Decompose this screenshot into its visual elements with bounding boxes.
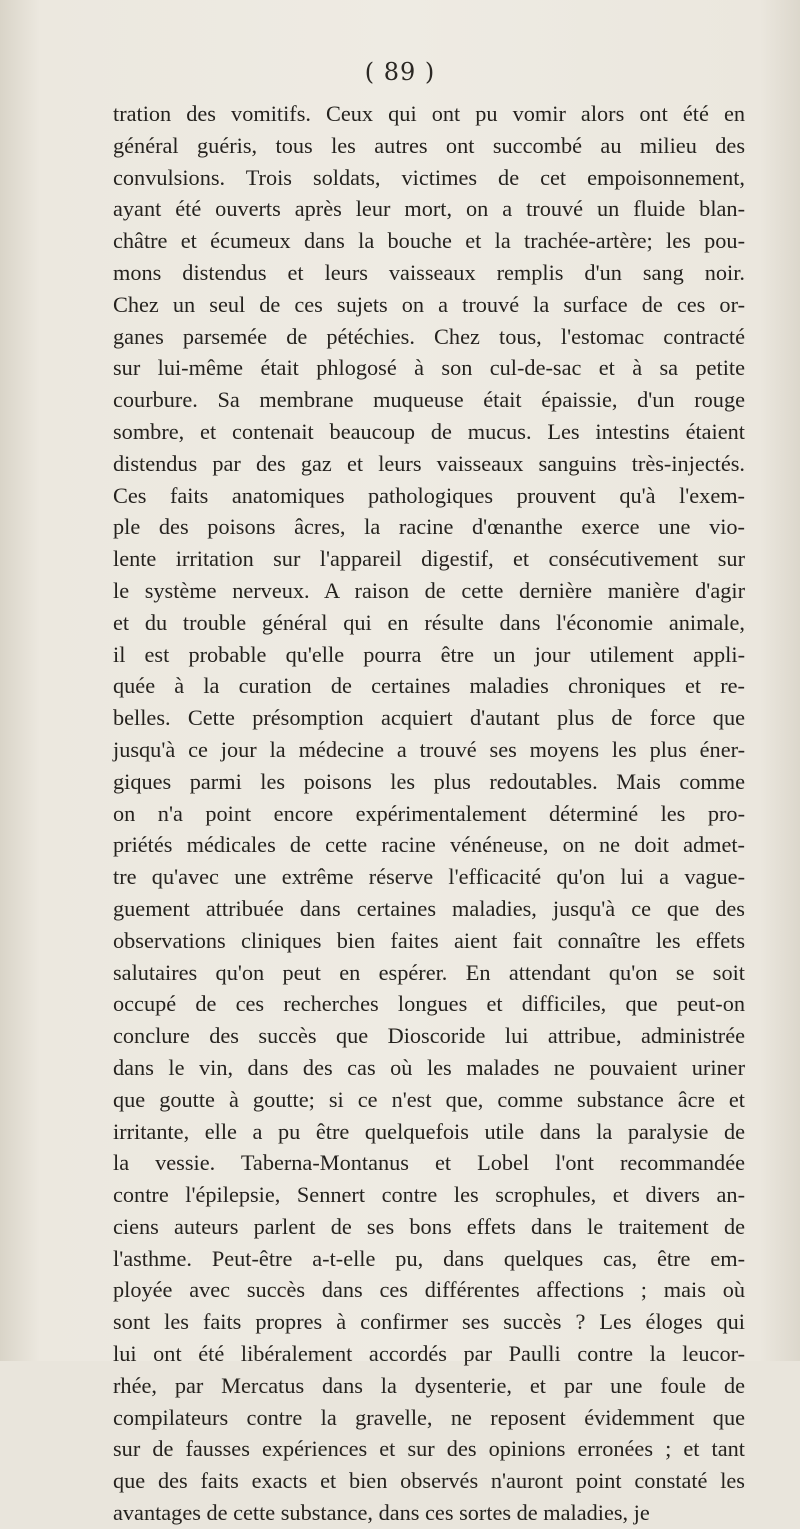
text-line: priétés médicales de cette racine vénéneuse, on ne doit admet- <box>113 832 745 858</box>
text-line: tre qu'avec une extrême réserve l'efficacité qu'on lui a vague- <box>113 864 745 890</box>
text-line: observations cliniques bien faites aient fait connaître les effets <box>113 927 745 953</box>
text-line: compilateurs contre la gravelle, ne reposent évidemment que <box>113 1404 745 1430</box>
text-line: conclure des succès que Dioscoride lui attribue, administrée <box>113 1023 745 1049</box>
text-line: jusqu'à ce jour la médecine a trouvé ses moyens les plus éner- <box>113 736 745 762</box>
text-line: quée à la curation de certaines maladies chroniques et re- <box>113 673 745 699</box>
text-line: lui ont été libéralement accordés par Paulli contre la leucor- <box>113 1341 745 1367</box>
text-line: ayant été ouverts après leur mort, on a trouvé un fluide blan- <box>113 196 745 222</box>
text-line: guement attribuée dans certaines maladies, jusqu'à ce que des <box>113 895 745 921</box>
text-line: sur de fausses expériences et sur des opinions erronées ; et tant <box>113 1436 745 1462</box>
page-number: ( 89 ) <box>364 58 436 86</box>
text-line: et du trouble général qui en résulte dans l'économie animale, <box>113 609 745 635</box>
text-line: châtre et écumeux dans la bouche et la trachée-artère; les pou- <box>113 228 745 254</box>
text-line: que goutte à goutte; si ce n'est que, comme substance âcre et <box>113 1086 745 1112</box>
text-line: courbure. Sa membrane muqueuse était épaissie, d'un rouge <box>113 387 745 413</box>
text-line: ganes parsemée de pétéchies. Chez tous, l'estomac contracté <box>113 323 745 349</box>
text-line: lente irritation sur l'appareil digestif, et consécutivement sur <box>113 546 745 572</box>
text-line: la vessie. Taberna-Montanus et Lobel l'ont recommandée <box>113 1150 745 1176</box>
text-line: ciens auteurs parlent de ses bons effets dans le traitement de <box>113 1213 745 1239</box>
text-line: l'asthme. Peut-être a-t-elle pu, dans quelques cas, être em- <box>113 1245 745 1271</box>
text-line: giques parmi les poisons les plus redoutables. Mais comme <box>113 768 745 794</box>
text-line: Ces faits anatomiques pathologiques prouvent qu'à l'exem- <box>113 482 745 508</box>
body-text <box>113 98 745 1529</box>
text-line: ple des poisons âcres, la racine d'œnanthe exerce une vio- <box>113 514 745 540</box>
text-line: dans le vin, dans des cas où les malades ne pouvaient uriner <box>113 1054 745 1080</box>
text-line: sont les faits propres à confirmer ses succès ? Les éloges qui <box>113 1309 745 1335</box>
text-line: salutaires qu'on peut en espérer. En attendant qu'on se soit <box>113 959 745 985</box>
text-line: convulsions. Trois soldats, victimes de cet empoisonnement, <box>113 164 745 190</box>
text-line: occupé de ces recherches longues et difficiles, que peut-on <box>113 991 745 1017</box>
text-line: général guéris, tous les autres ont succombé au milieu des <box>113 132 745 158</box>
text-line: contre l'épilepsie, Sennert contre les scrophules, et divers an- <box>113 1182 745 1208</box>
text-line: sur lui-même était phlogosé à son cul-de-sac et à sa petite <box>113 355 745 381</box>
text-line: Chez un seul de ces sujets on a trouvé la surface de ces or- <box>113 291 745 317</box>
text-line: il est probable qu'elle pourra être un jour utilement appli- <box>113 641 745 667</box>
text-line: tration des vomitifs. Ceux qui ont pu vomir alors ont été en <box>113 101 745 126</box>
text-line: avantages de cette substance, dans ces sortes de maladies, je <box>113 1500 650 1526</box>
text-line: sombre, et contenait beaucoup de mucus. Les intestins étaient <box>113 418 745 444</box>
text-line: mons distendus et leurs vaisseaux remplis d'un sang noir. <box>113 259 745 285</box>
text-line: distendus par des gaz et leurs vaisseaux sanguins très-injectés. <box>113 450 745 476</box>
text-line: que des faits exacts et bien observés n'auront point constaté les <box>113 1468 745 1494</box>
text-line: belles. Cette présomption acquiert d'autant plus de force que <box>113 705 745 731</box>
text-line: ployée avec succès dans ces différentes affections ; mais où <box>113 1277 745 1303</box>
text-line: on n'a point encore expérimentalement déterminé les pro- <box>113 800 745 826</box>
text-line: rhée, par Mercatus dans la dysenterie, et par une foule de <box>113 1372 745 1398</box>
text-line: le système nerveux. A raison de cette dernière manière d'agir <box>113 577 745 603</box>
text-line: irritante, elle a pu être quelquefois utile dans la paralysie de <box>113 1118 745 1144</box>
